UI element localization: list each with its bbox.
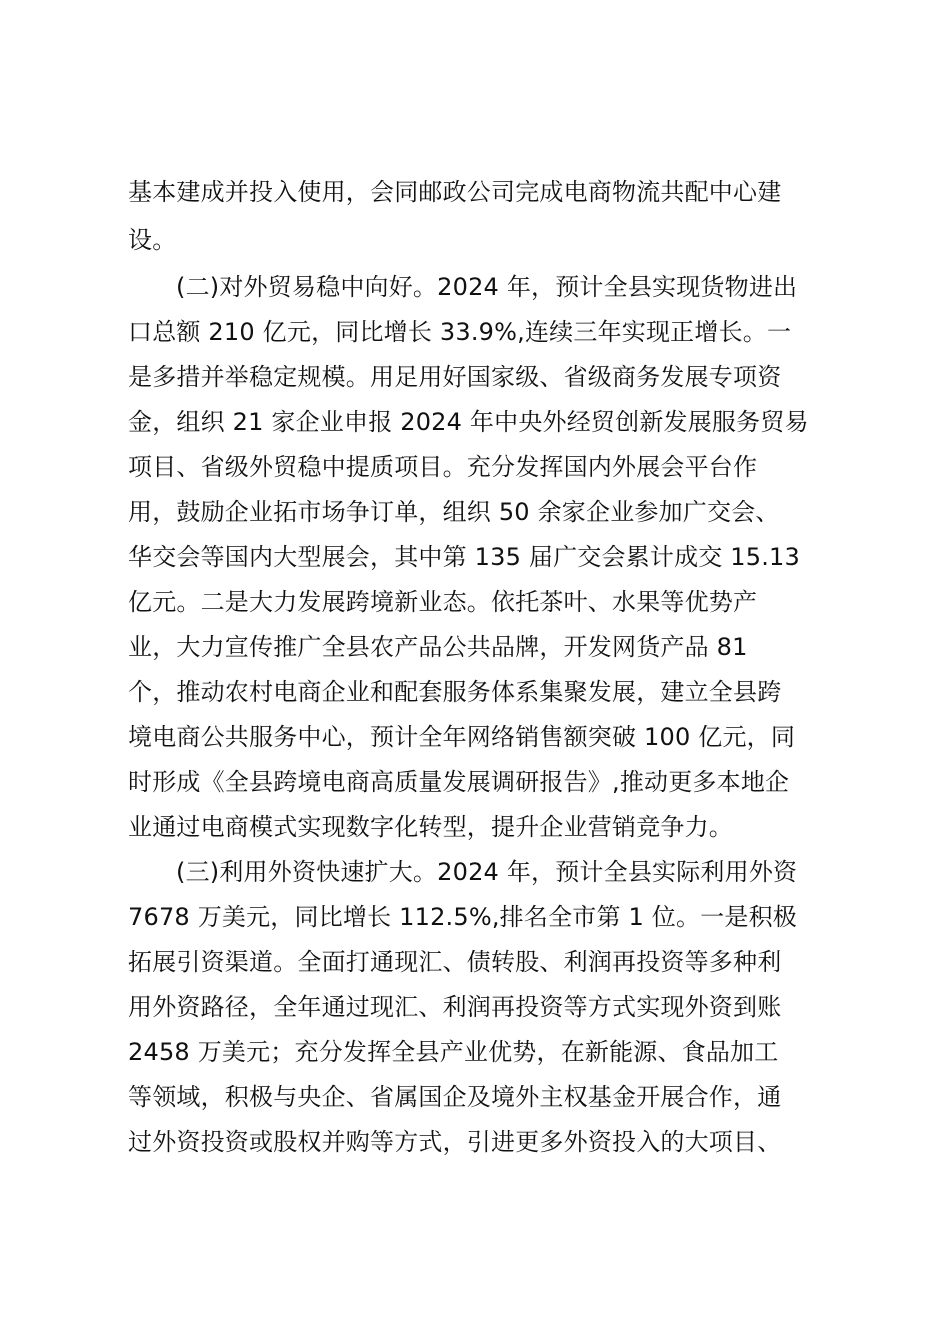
text-line: 亿元。二是大力发展跨境新业态。依托茶叶、水果等优势产	[128, 588, 758, 616]
text-line: 金，组织 21 家企业申报 2024 年中央外经贸创新发展服务贸易	[128, 408, 809, 436]
text-line: 华交会等国内大型展会，其中第 135 届广交会累计成交 15.13	[128, 543, 801, 571]
text-line: 过外资投资或股权并购等方式，引进更多外资投入的大项目、	[128, 1128, 782, 1156]
text-line: 等领域，积极与央企、省属国企及境外主权基金开展合作，通	[128, 1083, 782, 1111]
text-line: 设。	[128, 226, 177, 254]
text-line: 拓展引资渠道。全面打通现汇、债转股、利润再投资等多种利	[128, 948, 782, 976]
text-line: 个，推动农村电商企业和配套服务体系集聚发展，建立全县跨	[128, 678, 782, 706]
section-heading-line: (二)对外贸易稳中向好。2024 年，预计全县实现货物进出	[176, 273, 798, 301]
text-line: 是多措并举稳定规模。用足用好国家级、省级商务发展专项资	[128, 363, 782, 391]
text-line: 7678 万美元，同比增长 112.5%,排名全市第 1 位。一是积极	[128, 903, 798, 931]
text-line: 境电商公共服务中心，预计全年网络销售额突破 100 亿元，同	[128, 723, 796, 751]
text-line: 项目、省级外贸稳中提质项目。充分发挥国内外展会平台作	[128, 453, 758, 481]
text-line: 业通过电商模式实现数字化转型，提升企业营销竞争力。	[128, 813, 733, 841]
text-line: 用，鼓励企业拓市场争订单，组织 50 余家企业参加广交会、	[128, 498, 780, 526]
text-line: 用外资路径，全年通过现汇、利润再投资等方式实现外资到账	[128, 993, 782, 1021]
text-line: 时形成《全县跨境电商高质量发展调研报告》,推动更多本地企	[128, 768, 790, 796]
text-line: 业，大力宣传推广全县农产品公共品牌，开发网货产品 81	[128, 633, 748, 661]
section-heading-line: (三)利用外资快速扩大。2024 年，预计全县实际利用外资	[176, 858, 798, 886]
text-line: 2458 万美元；充分发挥全县产业优势，在新能源、食品加工	[128, 1038, 779, 1066]
text-line: 口总额 210 亿元，同比增长 33.9%,连续三年实现正增长。一	[128, 318, 792, 346]
text-line: 基本建成并投入使用，会同邮政公司完成电商物流共配中心建	[128, 178, 782, 206]
